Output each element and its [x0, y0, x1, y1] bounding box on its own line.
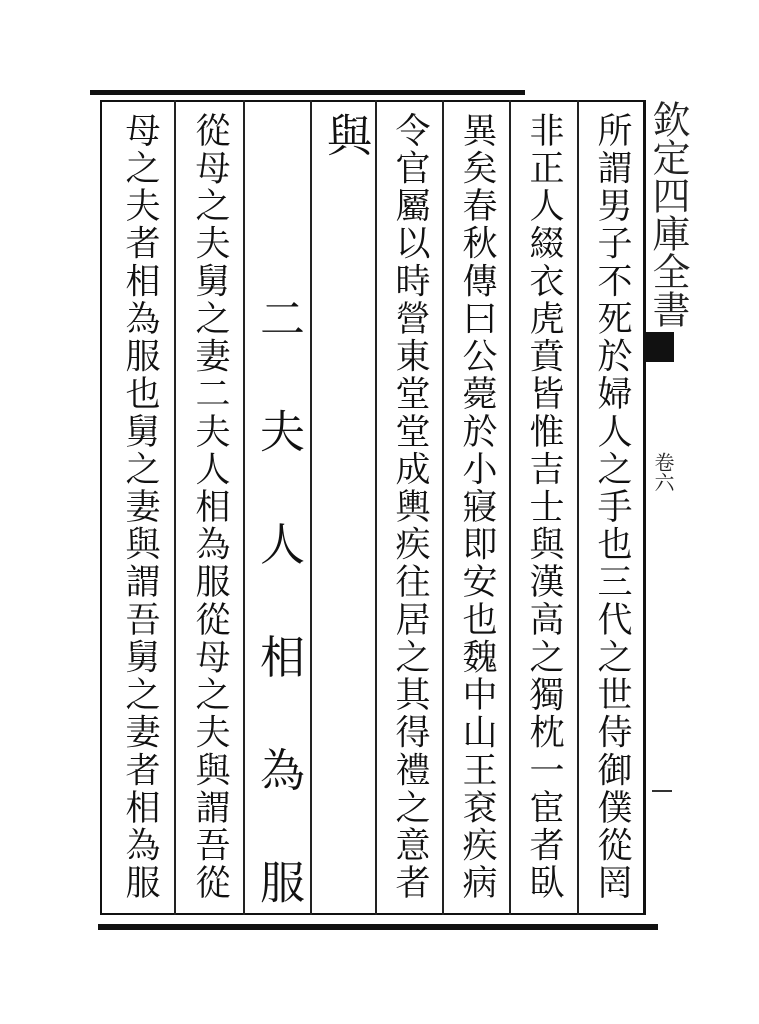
edge-mark — [652, 790, 672, 792]
margin-volume-label: 卷六 — [651, 452, 675, 492]
text-column-5: 與 — [319, 112, 372, 902]
column-divider — [375, 100, 377, 915]
column-divider — [577, 100, 579, 915]
bottom-border-thick — [98, 924, 658, 930]
column-divider — [442, 100, 444, 915]
text-column-3: 異矣春秋傳曰公薨於小寢即安也魏中山王袞疾病 — [457, 112, 497, 902]
text-column-6: 二夫人相為服 — [252, 182, 305, 972]
bottom-border — [100, 913, 645, 915]
text-column-2: 非正人綴衣虎賁皆惟吉士與漢高之獨枕一宦者臥 — [524, 112, 564, 902]
margin-book-title: 欽定四庫全書 — [646, 100, 690, 328]
column-divider — [243, 100, 245, 915]
text-column-8: 母之夫者相為服也舅之妻與謂吾舅之妻者相為服 — [120, 112, 160, 902]
column-divider — [174, 100, 176, 915]
text-column-4: 令官屬以時營東堂堂成輿疾往居之其得禮之意者 — [390, 112, 430, 902]
left-border — [100, 100, 102, 915]
fish-tail-mark — [646, 332, 674, 362]
column-divider — [509, 100, 511, 915]
column-divider — [310, 100, 312, 915]
top-border-thick — [90, 90, 525, 95]
text-column-7: 從母之夫舅之妻二夫人相為服從母之夫與謂吾從 — [190, 112, 230, 902]
top-border — [100, 100, 645, 102]
text-column-1: 所謂男子不死於婦人之手也三代之世侍御僕從罔 — [592, 112, 632, 902]
